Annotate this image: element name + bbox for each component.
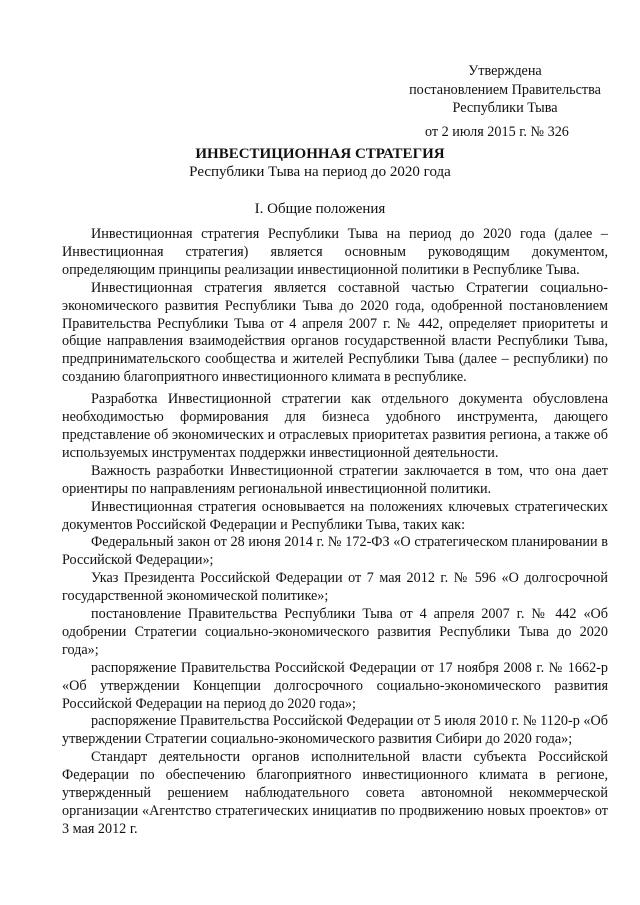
list-item: Указ Президента Российской Федерации от 7 мая 2012 г. № 596 «О долгосрочной государственной экономической политике»; (62, 570, 608, 605)
section-heading: I. Общие положения (254, 201, 386, 217)
document-title: ИНВЕСТИЦИОННАЯ СТРАТЕГИЯ (195, 146, 445, 162)
approval-stamp (400, 62, 610, 118)
paragraph: Инвестиционная стратегия основывается на положениях ключевых стратегических документов Российской Федерации и Республики Тыва, таких как: (62, 498, 608, 533)
paragraph: Инвестиционная стратегия является составной частью Стратегии социально-экономического развития Республики Тыва до 2020 года, одобренной постановлением Правительства Республики Тыва от 4 апреля 2007 г. № 442, определяет приоритеты и общие направления взаимодействия органов государственной власти Республики Тыва, предпринимательского сообщества и жителей Республики Тыва (далее – республики) по созданию благоприятного инвестиционного климата в республике. (62, 279, 608, 386)
approval-line-3: Республики Тыва (452, 100, 558, 116)
list-item: постановление Правительства Республики Тыва от 4 апреля 2007 г. № 442 «Об одобрении Стратегии социально-экономического развития Республики Тыва до 2020 года»; (62, 606, 608, 658)
paragraph: Разработка Инвестиционной стратегии как отдельного документа обусловлена необходимостью формирования для бизнеса удобного инструмента, дающего представление об экономических и отраслевых приоритетах развития региона, а также об используемых инструментах поддержки инвестиционной деятельности. (62, 391, 608, 461)
approval-line-1: Утверждена (468, 63, 542, 79)
document-body (62, 226, 608, 839)
document-subtitle: Республики Тыва на период до 2020 года (189, 164, 451, 180)
approval-date: от 2 июля 2015 г. № 326 (425, 124, 569, 140)
list-item: распоряжение Правительства Российской Федерации от 5 июля 2010 г. № 1120-р «Об утверждении Стратегии социально-экономического развития Сибири до 2020 года»; (62, 713, 608, 748)
paragraph: Инвестиционная стратегия Республики Тыва на период до 2020 года (далее – Инвестиционная стратегия) является основным руководящим документом, определяющим принципы реализации инвестиционной политики в Республике Тыва. (62, 226, 608, 278)
list-item: Федеральный закон от 28 июня 2014 г. № 172-ФЗ «О стратегическом планировании в Российской Федерации»; (62, 534, 608, 569)
approval-line-2: постановлением Правительства (409, 81, 601, 98)
list-item: распоряжение Правительства Российской Федерации от 17 ноября 2008 г. № 1662-р «Об утверждении Концепции долгосрочного социально-экономического развития Российской Федерации на период до 2020 года»; (62, 659, 608, 712)
list-item: Стандарт деятельности органов исполнительной власти субъекта Российской Федерации по обеспечению благоприятного инвестиционного климата в регионе, утвержденный решением наблюдательного совета автономной некоммерческой организации «Агентство стратегических инициатив по продвижению новых проектов» от 3 мая 2012 г. (62, 749, 608, 837)
paragraph: Важность разработки Инвестиционной стратегии заключается в том, что она дает ориентиры по направлениям региональной инвестиционной политики. (62, 462, 608, 497)
